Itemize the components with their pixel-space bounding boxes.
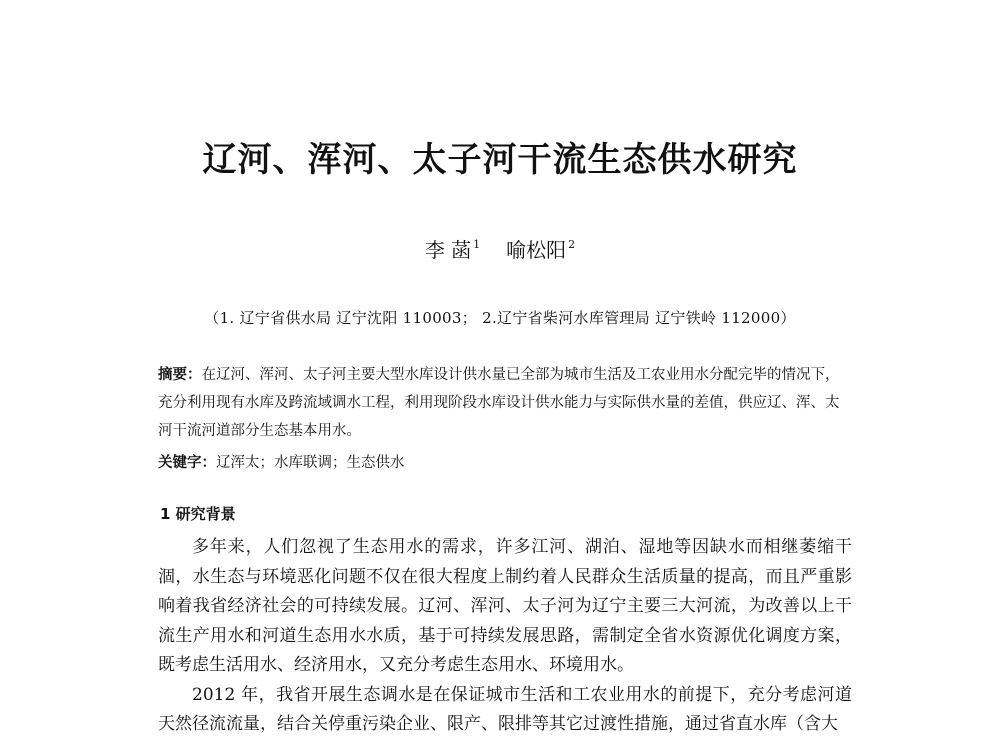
body-text bbox=[158, 533, 852, 740]
author-affil-mark: 2 bbox=[568, 238, 576, 251]
abstract-label: 摘要： bbox=[158, 367, 202, 383]
author-line bbox=[0, 234, 1000, 263]
abstract bbox=[158, 361, 848, 445]
keywords bbox=[158, 449, 848, 477]
keywords-label: 关键字： bbox=[158, 455, 216, 471]
abstract-text: 在辽河、浑河、太子河主要大型水库设计供水量已全部为城市生活及工农业用水分配完毕的情况下，充分利用现有水库及跨流域调水工程，利用现阶段水库设计供水能力与实际供水量的差值，供应辽、浑、太河干流河道部分生态基本用水。 bbox=[158, 367, 840, 439]
body-paragraph: 2012 年，我省开展生态调水是在保证城市生活和工农业用水的前提下，充分考虑河道天然径流流量，结合关停重污染企业、限产、限排等其它过渡性措施，通过省直水库（含大 bbox=[158, 684, 852, 734]
section-heading: 1 研究背景 bbox=[160, 505, 236, 523]
paper-title: 辽河、浑河、太子河干流生态供水研究 bbox=[202, 140, 798, 180]
author-name: 喻松阳 bbox=[506, 238, 567, 262]
author-affil-mark: 1 bbox=[473, 238, 481, 251]
author-name: 李 菡 bbox=[424, 238, 472, 262]
affiliation-line: （1. 辽宁省供水局 辽宁沈阳 110003； 2.辽宁省柴河水库管理局 辽宁铁岭 112000） bbox=[204, 309, 796, 327]
keywords-text: 辽浑太；水库联调；生态供水 bbox=[216, 455, 405, 471]
body-paragraph: 多年来，人们忽视了生态用水的需求，许多江河、湖泊、湿地等因缺水而相继萎缩干涸，水生态与环境恶化问题不仅在很大程度上制约着人民群众生活质量的提高，而且严重影响着我省经济社会的可持续发展。辽河、浑河、太子河为辽宁主要三大河流，为改善以上干流生产用水和河道生态用水水质，基于可持续发展思路，需制定全省水资源优化调度方案，既考虑生活用水、经济用水，又充分考虑生态用水、环境用水。 bbox=[158, 537, 852, 675]
